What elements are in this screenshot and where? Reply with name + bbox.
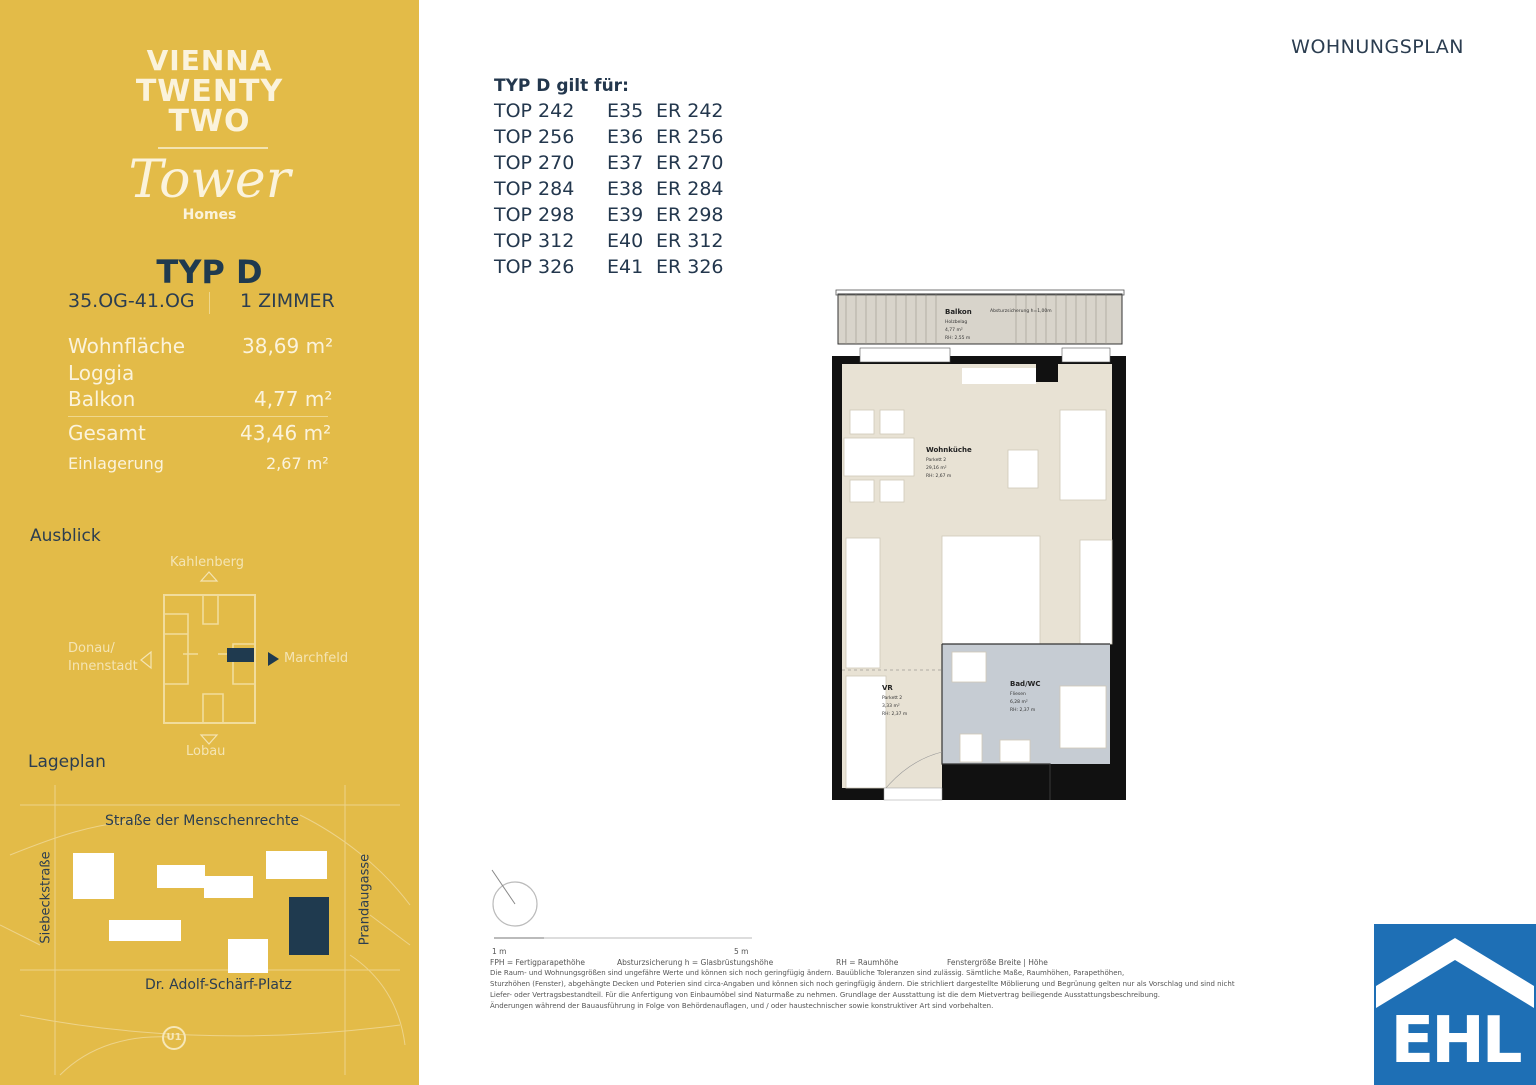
- legend-fenster: Fenstergröße Breite | Höhe: [947, 958, 1048, 967]
- view-west: Donau/ Innenstadt: [68, 641, 138, 674]
- unit-floors: 35.OG-41.OG: [68, 290, 195, 312]
- brand-two: TWO: [168, 104, 251, 139]
- lageplan-heading: Lageplan: [28, 752, 106, 772]
- ubahn-icon: U1: [162, 1026, 186, 1050]
- vr-rh: RH: 2,37 m: [882, 712, 908, 717]
- applies-heading: TYP D gilt für:: [494, 76, 629, 96]
- top-cell: TOP 312: [494, 230, 575, 252]
- balkon-note: Absturzsicherung h=1,00m: [990, 309, 1052, 314]
- scale-bar-segment: [494, 937, 544, 939]
- wohnkueche-area-label: 29,16 m²: [926, 466, 947, 471]
- vr-area-label: 3,33 m²: [882, 704, 900, 709]
- view-east: Marchfeld: [284, 651, 349, 666]
- e-cell: E35: [607, 100, 644, 122]
- page-title: WOHNUNGSPLAN: [1291, 36, 1464, 58]
- balkon-area: 4,77 m²: [945, 328, 963, 333]
- disclaimer-line: Sturzhöhen (Fenster), abgehängte Decken und Poterien sind circa-Angaben und können sich noch geringfügig ändern. Die strichliert dargestellte Möblierung und Begrünung gelten nur als Vorschlag und sind nicht: [490, 980, 1235, 988]
- er-cell: ER 298: [656, 204, 724, 226]
- er-cell: ER 312: [656, 230, 724, 252]
- applies-list: [494, 76, 724, 280]
- er-cell: ER 242: [656, 100, 724, 122]
- e-cell: E37: [607, 152, 644, 174]
- e-cell: E36: [607, 126, 644, 148]
- floor-plan: [830, 288, 1130, 803]
- er-cell: ER 256: [656, 126, 724, 148]
- bad-rh: RH: 2,37 m: [1010, 708, 1036, 713]
- wohnkueche-floor: Parkett 2: [926, 458, 947, 463]
- loggia-label: Loggia: [68, 361, 135, 385]
- unit-type: TYP D: [156, 253, 263, 291]
- scale-right: 5 m: [734, 947, 749, 956]
- e-cell: E38: [607, 178, 644, 200]
- brand-divider: [158, 147, 268, 149]
- west-arrow-icon: [139, 650, 153, 670]
- top-cell: TOP 284: [494, 178, 575, 200]
- building-block: [204, 876, 253, 898]
- street-right: Prandaugasse: [357, 853, 373, 946]
- gesamt-value: 43,46 m²: [240, 421, 332, 445]
- top-cell: TOP 242: [494, 100, 575, 122]
- balkon-rh: RH: 2,55 m: [945, 336, 971, 341]
- tower-marker: [289, 897, 329, 955]
- street-bottom: Dr. Adolf-Schärf-Platz: [145, 977, 292, 993]
- disclaimer: [490, 968, 1370, 1012]
- table-row: [494, 176, 724, 202]
- sidebar: [0, 0, 419, 1085]
- building-block: [228, 939, 268, 973]
- street-left: Siebeckstraße: [38, 851, 54, 944]
- brand-vienna: VIENNA: [146, 44, 273, 77]
- building-block: [73, 853, 114, 899]
- legend-rh: RH = Raumhöhe: [836, 958, 899, 967]
- balkon-value: 4,77 m²: [254, 387, 333, 411]
- balcony-area: [838, 294, 1122, 344]
- building-block: [109, 920, 181, 941]
- applies-table: [494, 98, 724, 280]
- table-row: [494, 202, 724, 228]
- einlagerung-value: 2,67 m²: [266, 454, 329, 473]
- balkon-floor: Holzbelag: [945, 320, 968, 325]
- table-row: [494, 254, 724, 280]
- ehl-logo-text: EHL: [1390, 1004, 1520, 1078]
- legend-abs: Absturzsicherung h = Glasbrüstungshöhe: [617, 958, 774, 967]
- legend-fph: FPH = Fertigparapethöhe: [490, 958, 585, 967]
- scale-left: 1 m: [492, 947, 507, 956]
- disclaimer-line: Die Raum- und Wohnungsgrößen sind ungefähre Werte und können sich noch geringfügig ändern. Bauübliche Toleranzen sind zulässig. Sämtliche Maße, Raumhöhen, Parapethöhen,: [490, 969, 1125, 977]
- brand-homes: Homes: [182, 207, 237, 223]
- building-block: [157, 865, 205, 888]
- vr-name: VR: [882, 684, 893, 692]
- wohnkueche-name: Wohnküche: [926, 446, 972, 454]
- view-south: Lobau: [186, 744, 226, 759]
- ausblick-heading: Ausblick: [30, 526, 101, 546]
- e-cell: E41: [607, 256, 644, 278]
- balkon-label: Balkon: [68, 387, 136, 411]
- einlagerung-label: Einlagerung: [68, 454, 164, 473]
- disclaimer-line: Änderungen während der Bauausführung in Folge von Behördenauflagen, und / oder haustechnischer sowie konstruktiver Art sind vorbehalten.: [490, 1002, 994, 1010]
- table-row: [494, 228, 724, 254]
- table-row: [494, 150, 724, 176]
- table-row: [494, 124, 724, 150]
- top-cell: TOP 326: [494, 256, 575, 278]
- top-cell: TOP 298: [494, 204, 575, 226]
- bad-area-label: 6,28 m²: [1010, 700, 1028, 705]
- wohnkueche-rh: RH: 2,67 m: [926, 474, 952, 479]
- street-top: Straße der Menschenrechte: [105, 813, 299, 829]
- er-cell: ER 270: [656, 152, 724, 174]
- gesamt-label: Gesamt: [68, 421, 146, 445]
- e-cell: E40: [607, 230, 644, 252]
- balkon-name: Balkon: [945, 308, 972, 316]
- vr-floor: Parkett 2: [882, 696, 903, 701]
- er-cell: ER 326: [656, 256, 724, 278]
- wohnflaeche-value: 38,69 m²: [242, 334, 334, 358]
- e-cell: E39: [607, 204, 644, 226]
- floors-divider: [209, 292, 210, 314]
- ehl-logo: [1374, 924, 1536, 1085]
- er-cell: ER 284: [656, 178, 724, 200]
- top-cell: TOP 270: [494, 152, 575, 174]
- divider: [68, 416, 328, 417]
- building-outline: [163, 594, 256, 724]
- house-roof-icon: [1374, 924, 1536, 1014]
- wohnflaeche-label: Wohnfläche: [68, 334, 186, 358]
- north-arrow-icon: [199, 571, 219, 583]
- east-arrow-icon: [266, 651, 280, 667]
- building-block: [266, 851, 327, 879]
- view-north: Kahlenberg: [170, 555, 244, 570]
- disclaimer-line: Liefer- oder Vertragsbestandteil. Für die Anfertigung von Einbaumöbel sind Naturmaße zu nehmen. Grundlage der Ausstattung ist die dem Mietvertrag beiliegende Ausstattungsbeschreibung.: [490, 991, 1161, 999]
- bad-name: Bad/WC: [1010, 680, 1041, 688]
- brand-script: Tower: [128, 150, 291, 210]
- bad-floor: Fliesen: [1010, 692, 1026, 697]
- brand-twenty: TWENTY: [135, 74, 284, 109]
- compass-icon: [486, 866, 546, 930]
- top-cell: TOP 256: [494, 126, 575, 148]
- unit-rooms: 1 ZIMMER: [240, 290, 335, 312]
- table-row: [494, 98, 724, 124]
